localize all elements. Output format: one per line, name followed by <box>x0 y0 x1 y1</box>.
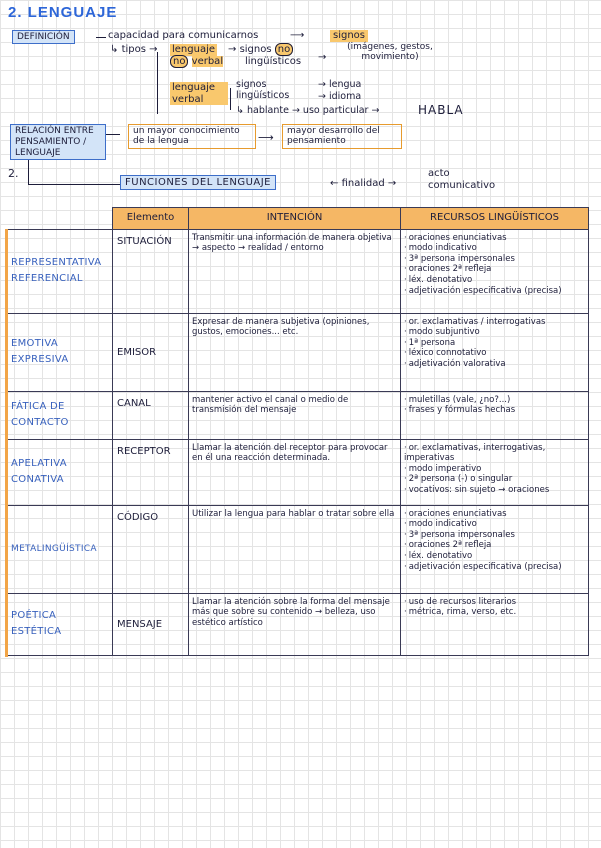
accent-bar <box>5 233 8 657</box>
connector <box>28 160 29 184</box>
resource-item: · modo subjuntivo <box>404 327 585 338</box>
resource-item: · oraciones enunciativas <box>404 509 585 520</box>
resource-item: · uso de recursos literarios <box>404 597 585 608</box>
function-intention: Llamar la atención del receptor para provocar en él una reacción determinada. <box>189 439 401 505</box>
resource-item: · 1ª persona <box>404 338 585 349</box>
resource-item: · frases y fórmulas hechas <box>404 405 585 416</box>
table-row <box>7 313 589 391</box>
connector <box>96 37 106 38</box>
connector <box>106 134 120 135</box>
functions-table <box>5 207 589 656</box>
imagenes-note: (imágenes, gestos, movimiento) <box>347 42 433 63</box>
function-name: APELATIVA CONATIVA <box>7 439 113 505</box>
mayor-conocimiento-box: un mayor conocimiento de la lengua <box>128 124 256 149</box>
function-name: POÉTICA ESTÉTICA <box>7 593 113 655</box>
funciones-label: FUNCIONES DEL LENGUAJE <box>120 175 276 190</box>
page-title: 2. LENGUAJE <box>8 4 118 21</box>
hablante-line: ↳ hablante → uso particular → <box>236 105 380 116</box>
resource-item: · léx. denotativo <box>404 551 585 562</box>
resource-item: · oraciones 2ª refleja <box>404 540 585 551</box>
function-element: CÓDIGO <box>113 505 189 593</box>
bracket-line <box>157 52 158 114</box>
table-row <box>7 505 589 593</box>
signos-highlight: signos <box>330 30 368 42</box>
idioma-arrow: → idioma <box>318 91 362 102</box>
function-intention: Expresar de manera subjetiva (opiniones, gustos, emociones... etc. <box>189 313 401 391</box>
function-intention: Llamar la atención sobre la forma del mensaje más que sobre su contenido → belleza, uso estético artístico <box>189 593 401 655</box>
header-elemento: Elemento <box>113 208 189 230</box>
resource-item: · or. exclamativas, interrogativas, imperativas <box>404 443 585 464</box>
function-element: RECEPTOR <box>113 439 189 505</box>
function-element: SITUACIÓN <box>113 229 189 313</box>
function-intention: Utilizar la lengua para hablar o tratar sobre ella <box>189 505 401 593</box>
function-resources <box>401 439 589 505</box>
resource-item: · 2ª persona (-) o singular <box>404 474 585 485</box>
function-resources <box>401 391 589 439</box>
function-element: MENSAJE <box>113 593 189 655</box>
arrow-icon: ⟶ <box>290 30 305 41</box>
resource-item: · léx. denotativo <box>404 275 585 286</box>
relacion-label: RELACIÓN ENTRE PENSAMIENTO / LENGUAJE <box>10 124 106 160</box>
table-row <box>7 593 589 655</box>
resource-item: · léxico connotativo <box>404 348 585 359</box>
page-marker: 2. <box>8 167 19 180</box>
linguisticos-text: lingüísticos <box>245 56 302 67</box>
arrow-icon: → <box>318 52 327 63</box>
header-recursos: RECURSOS LINGÜÍSTICOS <box>401 208 589 230</box>
resource-item: · adjetivación especificativa (precisa) <box>404 562 585 573</box>
table-header-row <box>7 208 589 230</box>
acto-comunicativo: acto comunicativo <box>428 168 496 191</box>
header-intencion: INTENCIÓN <box>189 208 401 230</box>
habla-text: HABLA <box>418 103 464 117</box>
function-intention: mantener activo el canal o medio de transmisión del mensaje <box>189 391 401 439</box>
resource-item: · métrica, rima, verso, etc. <box>404 607 585 618</box>
resource-item: · 3ª persona impersonales <box>404 254 585 265</box>
definicion-text: capacidad para comunicarnos <box>108 30 259 41</box>
tipo-no-verbal: no verbal <box>170 56 223 68</box>
table-row <box>7 229 589 313</box>
mayor-desarrollo-box: mayor desarrollo del pensamiento <box>282 124 402 149</box>
signos-no-ling: → signos no <box>228 44 293 56</box>
resource-item: · adjetivación valorativa <box>404 359 585 370</box>
function-resources <box>401 229 589 313</box>
empty-header <box>7 208 113 230</box>
resource-item: · or. exclamativas / interrogativas <box>404 317 585 328</box>
function-intention: Transmitir una información de manera objetiva → aspecto → realidad / entorno <box>189 229 401 313</box>
function-name: REPRESENTATIVA REFERENCIAL <box>7 229 113 313</box>
connector <box>28 184 120 185</box>
function-name: FÁTICA DE CONTACTO <box>7 391 113 439</box>
tipos-label: ↳ tipos → <box>110 44 158 55</box>
tipo-lenguaje-verbal: lenguaje verbal <box>170 82 228 105</box>
resource-item: · vocativos: sin sujeto → oraciones <box>404 485 585 496</box>
resource-item: · modo indicativo <box>404 519 585 530</box>
resource-item: · 3ª persona impersonales <box>404 530 585 541</box>
definicion-label: DEFINICIÓN <box>12 30 75 44</box>
table-row <box>7 439 589 505</box>
finalidad-text: ← finalidad → <box>330 178 397 189</box>
resource-item: · oraciones 2ª refleja <box>404 264 585 275</box>
resource-item: · oraciones enunciativas <box>404 233 585 244</box>
resource-item: · modo indicativo <box>404 243 585 254</box>
tipo-lenguaje-no-verbal: lenguaje <box>172 44 216 55</box>
function-name: METALINGÜÍSTICA <box>7 505 113 593</box>
function-element: CANAL <box>113 391 189 439</box>
function-name: EMOTIVA EXPRESIVA <box>7 313 113 391</box>
lengua-arrow: → lengua <box>318 79 362 90</box>
arrow-icon: ⟶ <box>258 131 274 144</box>
bracket-line <box>230 88 231 110</box>
resource-item: · muletillas (vale, ¿no?...) <box>404 395 585 406</box>
resource-item: · modo imperativo <box>404 464 585 475</box>
function-element: EMISOR <box>113 313 189 391</box>
function-resources <box>401 313 589 391</box>
signos-linguisticos: signos lingüísticos <box>236 79 290 101</box>
resource-item: · adjetivación especificativa (precisa) <box>404 286 585 297</box>
table-row <box>7 391 589 439</box>
function-resources <box>401 505 589 593</box>
function-resources <box>401 593 589 655</box>
